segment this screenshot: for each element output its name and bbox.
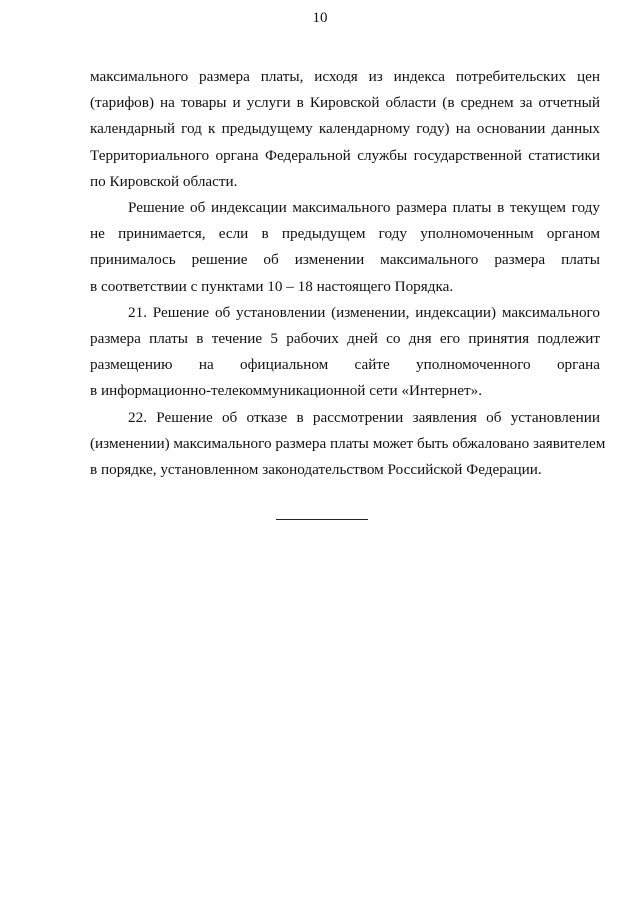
text-line: (тарифов) на товары и услуги в Кировской области (в среднем за отчетный [90,94,600,112]
text-line: по Кировской области. [90,172,238,190]
paragraph-2 [90,195,600,300]
text-line: 21. Решение об установлении (изменении, индексации) максимального [128,303,600,321]
page-number: 10 [312,10,328,26]
text-line: Территориального органа Федеральной службы государственной статистики [90,146,600,164]
document-body [90,64,606,483]
text-line: в соответствии с пунктами 10 – 18 настоящего Порядка. [90,277,454,295]
paragraph-3 [90,300,600,405]
text-line: Решение об индексации максимального размера платы в текущем году [128,199,600,217]
paragraph-1 [90,64,600,195]
text-line: размещению на официальном сайте уполномоченного органа [90,356,600,374]
text-line: в информационно-телекоммуникационной сети «Интернет». [90,382,483,400]
text-line: 22. Решение об отказе в рассмотрении заявления об установлении [128,408,600,426]
text-line: в порядке, установленном законодательством Российской Федерации. [90,461,542,479]
paragraph-4 [90,405,606,484]
text-line: размера платы в течение 5 рабочих дней со дня его принятия подлежит [90,330,600,348]
text-line: не принимается, если в предыдущем году уполномоченным органом [90,225,600,243]
text-line: принималось решение об изменении максимального размера платы [90,251,600,269]
text-line: календарный год к предыдущему календарному году) на основании данных [90,120,600,138]
text-line: (изменении) максимального размера платы может быть обжаловано заявителем [90,434,606,452]
text-line: максимального размера платы, исходя из индекса потребительских цен [90,68,600,85]
end-separator-line [276,519,368,520]
